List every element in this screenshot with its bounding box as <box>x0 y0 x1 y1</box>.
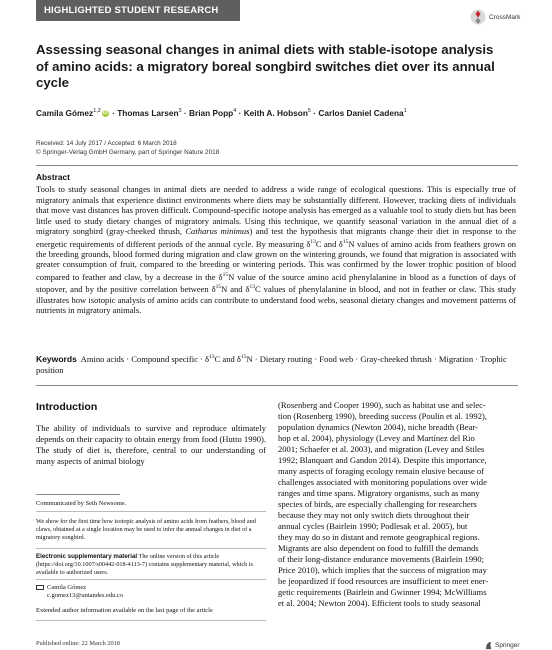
contact-email[interactable]: c.gomez13@uniandes.edu.co <box>47 592 124 600</box>
text-line: 1992; Blanquart and Gandon 2014). Despite this importance, <box>278 455 487 465</box>
introduction-heading: Introduction <box>36 401 98 413</box>
published-online: Published online: 22 March 2018 <box>36 640 120 647</box>
extended-author-info: Extended author information available on the last page of the article <box>36 607 213 614</box>
divider <box>36 385 518 386</box>
text-line: be jeopardized if food resources are insufficient to meet ener- <box>278 576 489 586</box>
text-line: annual cycles (Bairlein 1990; Podlesak et al. 2005), but <box>278 521 468 531</box>
divider <box>36 165 518 166</box>
publisher-name: Springer <box>495 642 520 649</box>
author-name[interactable]: Carlos Daniel Cadena <box>318 108 404 118</box>
text-line: population dynamics (Newton 2004), niche breadth (Bear- <box>278 422 478 432</box>
crossmark-link[interactable] <box>470 9 520 25</box>
text-line: tion (Rosenberg 1990), breeding success (Poulin et al. 1992), <box>278 411 487 421</box>
divider <box>36 511 266 512</box>
text-line: 2001; Schaefer et al. 2003), and migration (Levey and Stiles <box>278 444 485 454</box>
contact-name: Camila Gómez <box>47 584 87 591</box>
esm-text[interactable]: The online version of this article (https://doi.org/10.1007/s00442-018-4113-7) contains supplementary material, which is available to authorized users. <box>36 553 253 576</box>
text-line: they may do so in distant and remote geographical regions. <box>278 532 480 542</box>
orcid-icon[interactable]: iD <box>102 110 108 117</box>
text-line: of their long-distance endurance movements (Bairlein 1990; <box>278 554 485 564</box>
text-line: Migrants are also dependent on food to fulfill the demands <box>278 543 479 553</box>
text-line: because they may not only switch diets throughout their <box>278 510 470 520</box>
author-list: Camila Gómez$^{1,2}$ iD · Thomas Larsen$^3$ · Brian Popp$^4$ · Keith A. Hobson$^5$ · Carlos Daniel Cadena$^1$ <box>36 108 407 118</box>
section-banner <box>36 0 240 21</box>
esm-label: Electronic supplementary material <box>36 553 138 560</box>
crossmark-icon <box>470 9 486 25</box>
received-accepted-dates: Received: 14 July 2017 / Accepted: 6 March 2018 <box>36 140 177 147</box>
crossmark-label: CrossMark <box>489 13 521 21</box>
author-name[interactable]: Keith A. Hobson <box>243 108 308 118</box>
divider <box>36 620 266 621</box>
author-name[interactable]: Brian Popp <box>188 108 234 118</box>
text-line: getic requirements (Bairlein and Gwinner 1994; McWilliams <box>278 587 487 597</box>
article-dates <box>36 140 219 157</box>
keywords-label: Keywords <box>36 353 77 364</box>
text-line: challenges associated with monitoring populations over wide <box>278 477 487 487</box>
author-affiliation: 1,2 <box>93 108 101 115</box>
section-banner-label: HIGHLIGHTED STUDENT RESEARCH <box>44 5 219 16</box>
communicated-by: Communicated by Seth Newsome. <box>36 500 127 507</box>
keywords: Keywords Amino acids · Compound specific · $\delta^{13}C$ and $\delta^{15}N$ · Dietary routing · Food web · Gray-cheeked thrush · Migration · Trophic position <box>36 353 507 375</box>
article-title: Assessing seasonal changes in animal diets with stable-isotope analysis of amino acids: a migratory boreal songbird switches diet over its annual cycle <box>36 42 495 90</box>
text-line: (Rosenberg and Cooper 1990), such as habitat use and selec- <box>278 400 486 410</box>
introduction-text: The ability of individuals to survive and reproduce ultimately depends on their capacity to obtain energy from food (Hutto 1990). The study of diet is, therefore, central to our understanding of many aspects of animal biology <box>36 423 266 466</box>
publisher-logo <box>484 641 520 650</box>
text-line: Price 2010), which implies that the success of migration may <box>278 565 487 575</box>
text-line: et al. 2004; Newton 2004). Efficient tools to study seasonal <box>278 598 481 608</box>
author-name[interactable]: Camila Gómez <box>36 108 94 118</box>
species-name: Catharus minimus <box>185 226 250 236</box>
right-column-text <box>278 400 518 609</box>
corresponding-author <box>36 584 123 600</box>
author-affiliation: 4 <box>233 108 237 115</box>
author-affiliation: 5 <box>307 108 311 115</box>
author-name[interactable]: Thomas Larsen <box>117 108 179 118</box>
text-line: many aspects of foraging ecology remain elusive because of <box>278 466 484 476</box>
text-line: ranges and time spans. Migratory organisms, such as many <box>278 488 480 498</box>
text-line: species of birds, are especially challenging for researchers <box>278 499 477 509</box>
abstract-heading: Abstract <box>36 172 70 182</box>
copyright-line: © Springer-Verlag GmbH Germany, part of Springer Nature 2018 <box>36 148 220 156</box>
divider <box>36 579 266 580</box>
divider <box>36 548 266 549</box>
text-line: hop et al. 2004), physiology (Levey and Martínez del Rio <box>278 433 475 443</box>
abstract-text: Tools to study seasonal changes in animal diets are needed to address a wide range of ecological questions. This is especially true of migratory animals that experience distinct environments where diets may be substantially different. However, tracking diets of individuals that move vast distances has proven difficult. Compound-specific isotope analysis has emerged as a valuable tool to study diets but has been little used to study dietary changes of migratory animals. Using this technique, we quantify seasonal variation in the annual diet of a migratory songbird (gray-cheeked thrush, Catharus minimus) and test the hypothesis that migrants change their diet in response to the energetic requirements of different periods of the annual cycle. By measuring $\delta^{13}C$ and $\delta^{15}N$ values of amino acids from feathers grown on the breeding grounds, blood formed during migration and claw grown on the wintering grounds, we found that migration is associated with greater consumption of fruit, compared to the breeding or wintering periods. This was confirmed by the lower trophic position of blood compared to feather and claw, by a decrease in the $\delta^{15}N$ value of the source amino acid phenylalanine in blood as a function of days of stopover, and by the positive correlation between $\delta^{15}N$ and $\delta^{13}C$ values of phenylalanine in blood, and not in feather or claw. This study illustrates how isotopic analysis of amino acids can contribute to understand food webs, seasonal dietary changes and movement patterns of nutrients in migratory animals. <box>36 184 517 316</box>
summary-statement: We show for the first time how isotopic analysis of amino acids from feathers, blood and claws, obtained at a single location may be used to infer the annual changes in diet of a migratory songbird. <box>36 518 256 541</box>
envelope-icon <box>36 585 44 591</box>
footnote-divider <box>36 494 120 495</box>
springer-horse-icon <box>484 641 493 650</box>
supplementary-note <box>36 553 264 576</box>
author-affiliation: 1 <box>403 108 407 115</box>
author-affiliation: 3 <box>178 108 182 115</box>
